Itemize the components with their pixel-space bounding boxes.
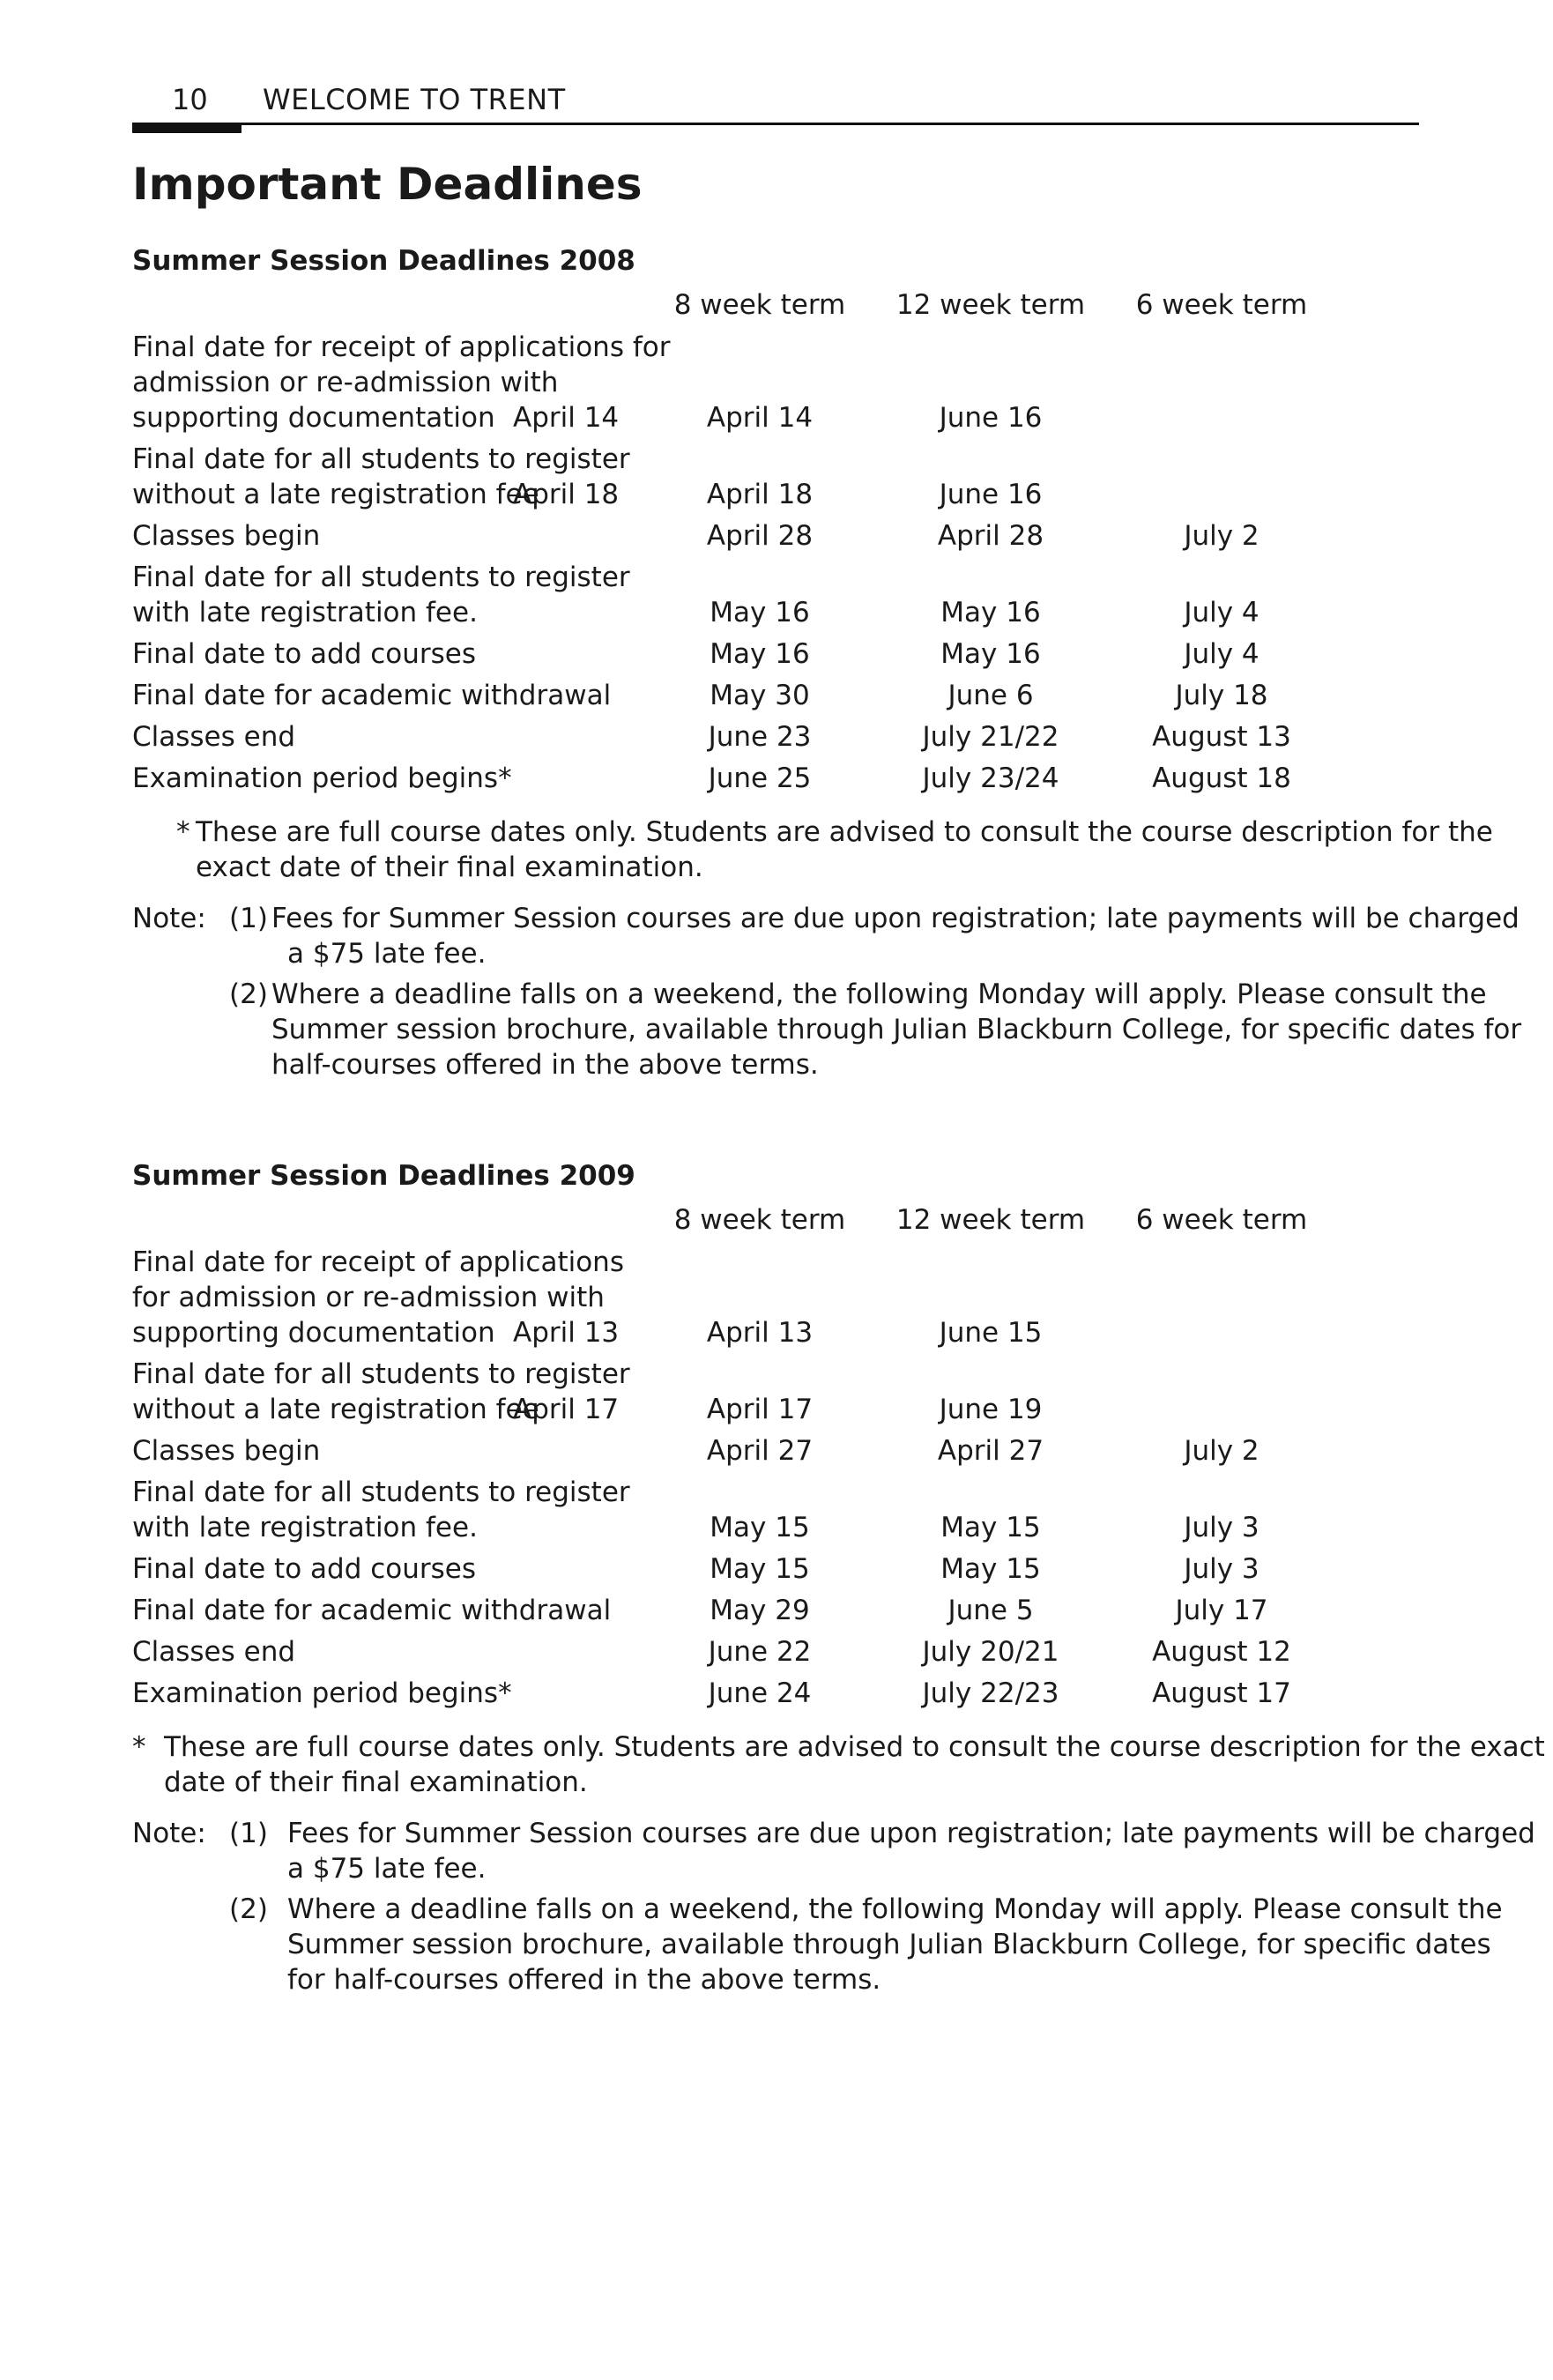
date-cell: June 5 (947, 1595, 1034, 1626)
running-title: WELCOME TO TRENT (263, 83, 566, 116)
date-cell: June 15 (939, 1317, 1043, 1349)
date-cell: July 22/23 (922, 1677, 1059, 1709)
column-header: 8 week term (673, 289, 846, 321)
date-cell: June 25 (708, 762, 812, 794)
column-header: 6 week term (1135, 1204, 1308, 1236)
column-header: 12 week term (895, 289, 1086, 321)
row-label: Final date for all students to register (132, 1476, 630, 1508)
note-text: Summer session brochure, available through Julian Blackburn College, for specific dates for (271, 1014, 1522, 1045)
row-label: with late registration fee. (132, 597, 478, 628)
note-text: Where a deadline falls on a weekend, the following Monday will apply. Please consult the (271, 978, 1487, 1010)
row-label: Final date for all students to register (132, 1358, 630, 1390)
date-cell: May 15 (710, 1512, 810, 1543)
date-cell: April 28 (706, 520, 814, 552)
note-number: (2) (229, 978, 268, 1010)
note-text: Where a deadline falls on a weekend, the following Monday will apply. Please consult the (287, 1893, 1503, 1925)
date-cell: August 12 (1152, 1636, 1291, 1668)
date-cell: July 2 (1184, 520, 1259, 552)
date-cell: July 3 (1184, 1553, 1259, 1585)
header-tab-marker (132, 123, 241, 133)
date-cell: May 16 (710, 597, 810, 628)
note-label: Note: (132, 903, 206, 934)
date-cell: April 13 (706, 1317, 814, 1349)
date-cell: July 4 (1184, 597, 1259, 628)
date-cell: May 16 (710, 638, 810, 670)
date-cell: April 27 (937, 1435, 1044, 1467)
row-label: Final date for receipt of applications (132, 1246, 624, 1278)
note-number: (1) (229, 1818, 268, 1849)
inline-date: April 17 (513, 1394, 620, 1425)
row-label: Examination period begins* (132, 762, 512, 794)
footnote-mark: * (132, 1731, 146, 1763)
note-text: Fees for Summer Session courses are due upon registration; late payments will be charged (287, 1818, 1535, 1849)
date-cell: May 15 (940, 1512, 1041, 1543)
date-cell: May 29 (710, 1595, 810, 1626)
date-cell: July 4 (1184, 638, 1259, 670)
date-cell: June 22 (708, 1636, 812, 1668)
inline-date: April 13 (513, 1317, 620, 1349)
column-header: 8 week term (673, 1204, 846, 1236)
date-cell: April 17 (706, 1394, 814, 1425)
note-label: Note: (132, 1818, 206, 1849)
date-cell: June 6 (947, 680, 1034, 711)
date-cell: April 27 (706, 1435, 814, 1467)
note-text: a $75 late fee. (287, 938, 487, 970)
row-label: Classes begin (132, 520, 321, 552)
date-cell: May 16 (940, 638, 1041, 670)
note-text: a $75 late fee. (287, 1853, 487, 1885)
row-label: Final date for receipt of applications for (132, 331, 671, 363)
date-cell: July 18 (1175, 680, 1268, 711)
note-text: Summer session brochure, available through Julian Blackburn College, for specific dates (287, 1929, 1491, 1960)
date-cell: June 19 (939, 1394, 1043, 1425)
row-label: without a late registration fee (132, 1394, 539, 1425)
date-cell: June 24 (708, 1677, 812, 1709)
date-cell: June 16 (939, 479, 1043, 510)
footnote-mark: * (176, 816, 190, 848)
date-cell: April 14 (706, 402, 814, 434)
date-cell: April 18 (706, 479, 814, 510)
footnote-text: These are full course dates only. Students are advised to consult the course description for the exact (164, 1731, 1545, 1763)
date-cell: July 21/22 (922, 721, 1059, 753)
row-label: Classes begin (132, 1435, 321, 1467)
row-label: without a late registration fee (132, 479, 539, 510)
row-label: Final date to add courses (132, 638, 477, 670)
row-label: Final date to add courses (132, 1553, 477, 1585)
inline-date: April 18 (513, 479, 620, 510)
date-cell: July 3 (1184, 1512, 1259, 1543)
row-label: Final date for academic withdrawal (132, 680, 612, 711)
row-label: Final date for academic withdrawal (132, 1595, 612, 1626)
row-label: Final date for all students to register (132, 443, 630, 475)
date-cell: June 23 (708, 721, 812, 753)
column-header: 6 week term (1135, 289, 1308, 321)
note-text: for half-courses offered in the above terms. (287, 1964, 881, 1996)
note-text: Fees for Summer Session courses are due upon registration; late payments will be charged (271, 903, 1520, 934)
row-label: Classes end (132, 1636, 296, 1668)
footnote-text: date of their final examination. (164, 1766, 588, 1798)
note-number: (2) (229, 1893, 268, 1925)
footnote-text: These are full course dates only. Students are advised to consult the course description for the (196, 816, 1493, 848)
header-rule (132, 123, 1419, 125)
date-cell: August 17 (1152, 1677, 1291, 1709)
date-cell: May 15 (940, 1553, 1041, 1585)
inline-date: April 14 (513, 402, 620, 434)
section-title: Summer Session Deadlines 2008 (132, 245, 635, 277)
date-cell: May 30 (710, 680, 810, 711)
row-label: admission or re-admission with (132, 367, 559, 398)
row-label: supporting documentation (132, 402, 495, 434)
date-cell: June 16 (939, 402, 1043, 434)
date-cell: July 20/21 (922, 1636, 1059, 1668)
row-label: supporting documentation (132, 1317, 495, 1349)
footnote-text: exact date of their final examination. (196, 852, 703, 883)
date-cell: August 13 (1152, 721, 1291, 753)
row-label: Examination period begins* (132, 1677, 512, 1709)
page-title: Important Deadlines (132, 159, 643, 210)
row-label: with late registration fee. (132, 1512, 478, 1543)
note-text: half-courses offered in the above terms. (271, 1049, 819, 1081)
row-label: for admission or re-admission with (132, 1282, 605, 1313)
row-label: Classes end (132, 721, 296, 753)
date-cell: May 15 (710, 1553, 810, 1585)
row-label: Final date for all students to register (132, 562, 630, 593)
column-header: 12 week term (895, 1204, 1086, 1236)
section-title: Summer Session Deadlines 2009 (132, 1160, 635, 1192)
date-cell: August 18 (1152, 762, 1291, 794)
note-number: (1) (229, 903, 268, 934)
date-cell: April 28 (937, 520, 1044, 552)
page-number: 10 (172, 83, 208, 116)
date-cell: July 23/24 (922, 762, 1059, 794)
date-cell: July 2 (1184, 1435, 1259, 1467)
date-cell: May 16 (940, 597, 1041, 628)
date-cell: July 17 (1175, 1595, 1268, 1626)
